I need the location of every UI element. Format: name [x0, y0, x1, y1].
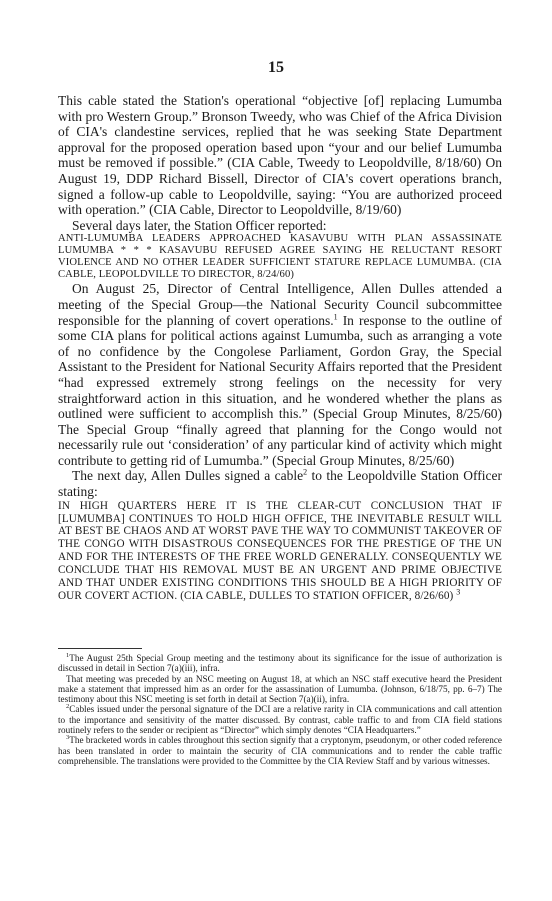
- footnotes: [58, 653, 502, 766]
- footnote-text: The bracketed words in cables throughout this section signify that a cryptonym, pseudonym, or other coded reference has been translated in order to maintain the security of CIA communications and to render the cable traffic comprehensible. The translations were provided to the Committee by the CIA Review Staff and by various witnesses.: [58, 735, 502, 766]
- footnote-text: The August 25th Special Group meeting and the testimony about its significance for the issue of authorization is discussed in detail in Section 7(a)(iii), infra.: [58, 653, 502, 674]
- block-quote-2-text: IN HIGH QUARTERS HERE IT IS THE CLEAR-CUT CONCLUSION THAT IF [LUMUMBA] CONTINUES TO HOLD HIGH OFFICE, THE INEVITABLE RESULT WILL AT BEST BE CHAOS AND AT WORST PAVE THE WAY TO COMMUNIST TAKEOVER OF THE CONGO WITH DISASTROUS CONSEQUENCES FOR THE PRESTIGE OF THE UN AND FOR THE INTERESTS OF THE FREE WORLD GENERALLY. CONSEQUENTLY WE CONCLUDE THAT HIS REMOVAL MUST BE AN URGENT AND PRIME OBJECTIVE AND THAT UNDER EXISTING CONDITIONS THIS SHOULD BE A HIGH PRIORITY OF OUR COVERT ACTION. (CIA CABLE, DULLES TO STATION OFFICER, 8/26/60): [58, 499, 502, 602]
- paragraph-2: Several days later, the Station Officer reported:: [72, 217, 327, 233]
- footnote-2: [58, 704, 502, 735]
- paragraph-3-part-a: On August 25, Director of Central Intelligence, Allen Dulles attended a meeting of the Special Group—the National Security Council subcommittee responsible for the planning of covert operations.: [58, 281, 502, 328]
- footnote-number: 1: [66, 651, 70, 659]
- footnote-divider: [58, 648, 142, 649]
- paragraph-4-part-a: The next day, Allen Dulles signed a cable: [72, 468, 304, 484]
- footnote-1-continued: [58, 674, 502, 705]
- page-number: 15: [268, 59, 284, 76]
- footnote-text: That meeting was preceded by an NSC meeting on August 18, at which an NSC staff executive heard the President make a statement that impressed him as an order for the assassination of Lumumba. (Johnson, 6/18/75, pp. 6–7) The testimony about this NSC meeting is set forth in detail at Section 7(a)(ii), infra.: [58, 673, 502, 705]
- footnote-number: 3: [66, 734, 70, 742]
- footnote-ref-1[interactable]: 1: [333, 312, 338, 322]
- paragraph-4-part-b: to the Leopoldville Station Officer stating:: [58, 468, 502, 500]
- footnote-1: [58, 653, 502, 674]
- paragraph-1: This cable stated the Station's operational “objective [of] replacing Lumumba with pro Western Group.” Bronson Tweedy, who was Chief of the Africa Division of CIA's clandestine services, replied that he was seeking State Department approval for the proposed operation based upon “your and our belief Lumumba must be removed if possible.” (CIA Cable, Tweedy to Leopoldville, 8/18/60) On August 19, DDP Richard Bissell, Director of CIA's covert operations branch, signed a follow-up cable to Leopoldville, saying: “You are authorized proceed with operation.” (CIA Cable, Director to Leopoldville, 8/19/60): [58, 93, 502, 218]
- footnote-number: 2: [66, 703, 70, 711]
- footnote-ref-3[interactable]: 3: [456, 587, 461, 597]
- paragraph-4: [58, 468, 502, 499]
- block-quote-1: ANTI-LUMUMBA LEADERS APPROACHED KASAVUBU WITH PLAN ASSASSINATE LUMUMBA * * * KASAVUBU REFUSED AGREE SAYING HE RELUCTANT RESORT VIOLENCE AND NO OTHER LEADER SUFFICIENT STATURE REPLACE LUMUMBA. (CIA CABLE, LEOPOLDVILLE TO DIRECTOR, 8/24/60): [58, 233, 502, 281]
- footnote-3: [58, 735, 502, 766]
- paragraph-3: [58, 281, 502, 468]
- paragraph-3-part-b: In response to the outline of some CIA plans for political actions against Lumumba, such as arranging a vote of no confidence by the Congolese Parliament, Gordon Gray, the Special Assistant to the President for National Security Affairs reported that the President “had expressed extremely strong feelings on the necessity for very straightforward action in this situation, and he wondered whether the plans as outlined were sufficient to accomplish this.” (Special Group Minutes, 8/25/60) The Special Group “finally agreed that planning for the Congo would not necessarily rule out ‘consideration’ of any particular kind of activity which might contribute to getting rid of Lumumba.” (Special Group Minutes, 8/25/60): [58, 312, 502, 468]
- footnote-text: Cables issued under the personal signature of the DCI are a relative rarity in CIA communications and call attention to the importance and sensitivity of the matter discussed. By contrast, cable traffic to and from CIA field stations routinely refers to the sender or recipient as “Director” which simply denotes “CIA Headquarters.”: [58, 704, 502, 736]
- footnote-ref-2[interactable]: 2: [303, 467, 308, 477]
- block-quote-2: [58, 500, 502, 603]
- body-text: [58, 93, 502, 603]
